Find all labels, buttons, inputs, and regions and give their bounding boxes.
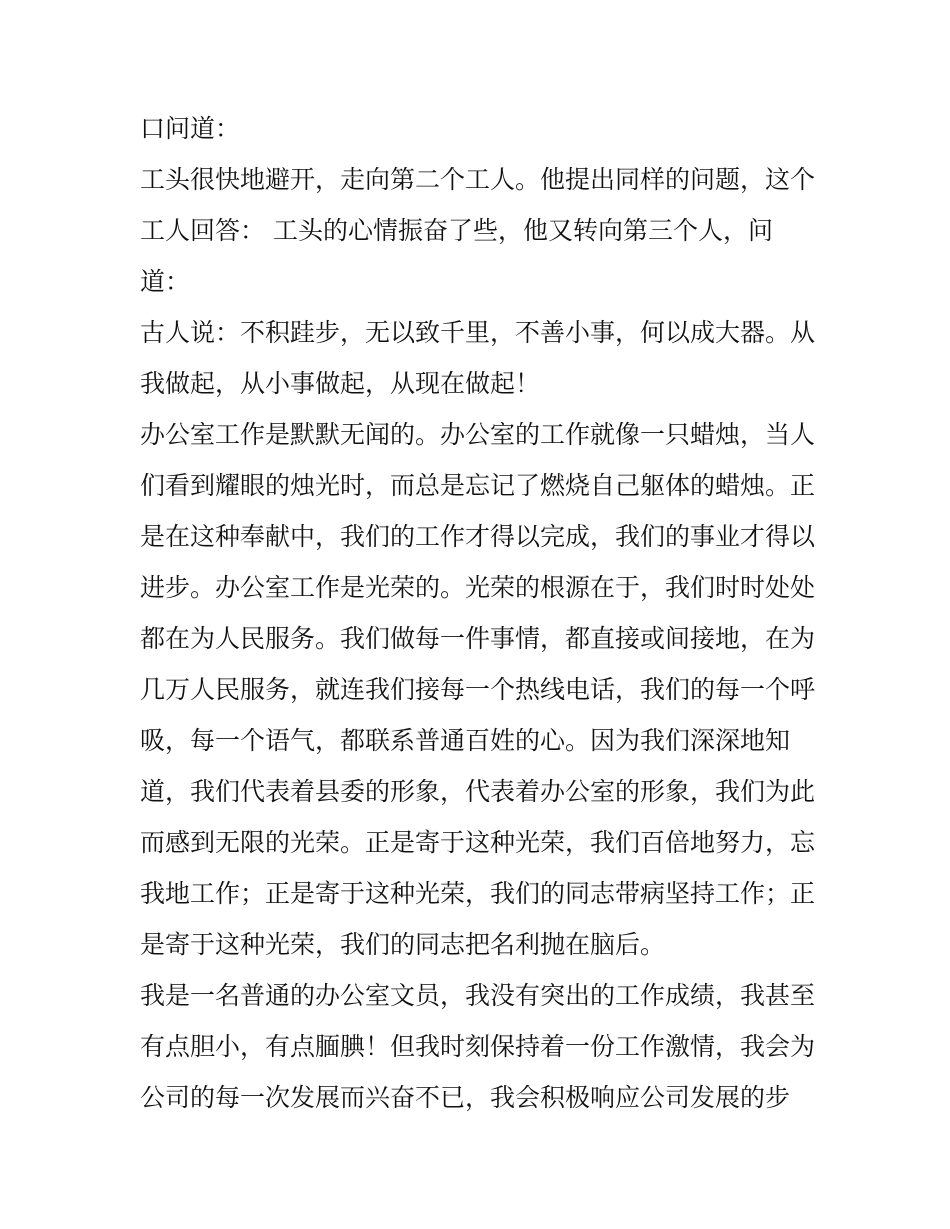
text-line: 吸，每一个语气，都联系普通百姓的心。因为我们深深地知 — [140, 726, 791, 755]
text-line: 道，我们代表着县委的形象，代表着办公室的形象，我们为此 — [140, 777, 816, 806]
text-line: 工头很快地避开，走向第二个工人。他提出同样的问题，这个 — [140, 165, 816, 194]
text-line: 是寄于这种光荣，我们的同志把名利抛在脑后。 — [140, 930, 666, 959]
text-line: 我做起，从小事做起，从现在做起！ — [140, 369, 541, 398]
text-line: 古人说：不积跬步，无以致千里，不善小事，何以成大器。从 — [140, 318, 816, 347]
text-line: 道： — [140, 267, 191, 296]
text-line: 几万人民服务，就连我们接每一个热线电话，我们的每一个呼 — [140, 675, 816, 704]
text-line: 是在这种奉献中，我们的工作才得以完成，我们的事业才得以 — [140, 522, 816, 551]
text-line: 而感到无限的光荣。正是寄于这种光荣，我们百倍地努力，忘 — [140, 828, 816, 857]
text-line: 口问道： — [140, 114, 241, 143]
text-line: 有点胆小，有点腼腆！但我时刻保持着一份工作激情，我会为 — [140, 1032, 816, 1061]
text-line: 工人回答： 工头的心情振奋了些，他又转向第三个人，问 — [140, 216, 773, 245]
text-line: 们看到耀眼的烛光时，而总是忘记了燃烧自己躯体的蜡烛。正 — [140, 471, 816, 500]
text-line: 我是一名普通的办公室文员，我没有突出的工作成绩，我甚至 — [140, 981, 816, 1010]
text-line: 我地工作；正是寄于这种光荣，我们的同志带病坚持工作；正 — [140, 879, 816, 908]
document-body — [140, 103, 820, 1123]
text-line: 都在为人民服务。我们做每一件事情，都直接或间接地，在为 — [140, 624, 816, 653]
text-line: 进步。办公室工作是光荣的。光荣的根源在于，我们时时处处 — [140, 573, 816, 602]
text-line: 办公室工作是默默无闻的。办公室的工作就像一只蜡烛，当人 — [140, 420, 816, 449]
text-line: 公司的每一次发展而兴奋不已，我会积极响应公司发展的步 — [140, 1083, 791, 1112]
